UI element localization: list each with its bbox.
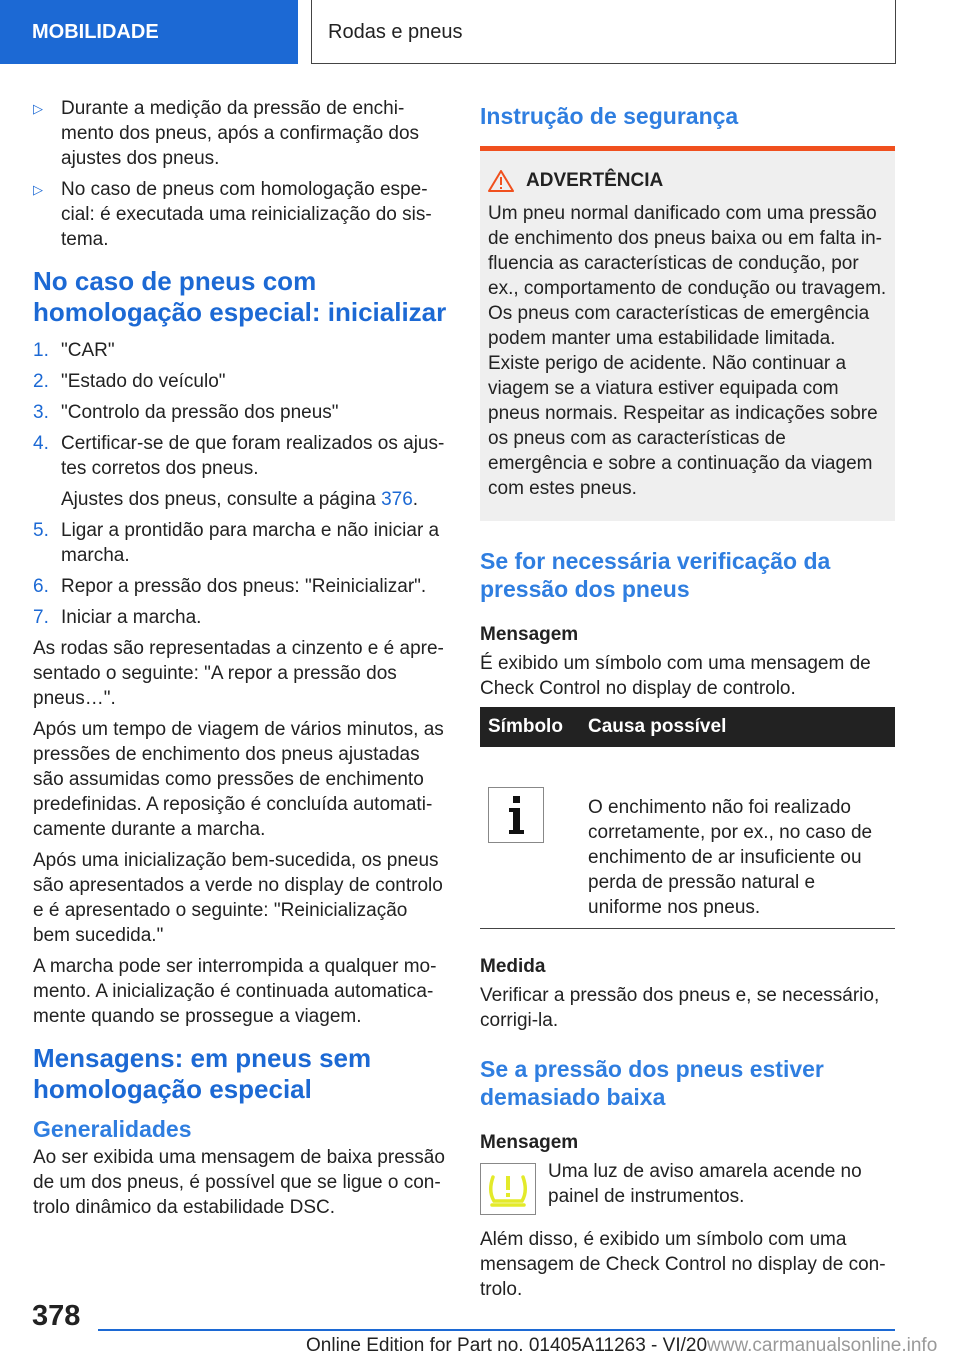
table-row xyxy=(480,747,895,929)
chapter-tab[interactable]: Rodas e pneus xyxy=(311,0,896,64)
paragraph: Ao ser exibida uma mensagem de baixa pressão de um dos pneus, é possível que se ligue o controlo dinâmico da estabilidade DSC. xyxy=(33,1147,445,1218)
footer-edition: Online Edition for Part no. 01405A11263 - VI/20www.carmanualsonline.info xyxy=(306,1335,938,1356)
info-icon xyxy=(488,787,544,843)
page-number: 378 xyxy=(32,1300,81,1332)
page-header xyxy=(0,0,960,66)
paragraph: Após uma inicialização bem-sucedida, os pneus são apresentados a verde no display de controlo e é apresentado o seguinte: "Reinicialização bem sucedida." xyxy=(33,850,443,946)
page-link[interactable]: 376 xyxy=(381,489,413,510)
right-column xyxy=(480,96,895,1308)
table-header-cause: Causa possível xyxy=(580,707,895,747)
warning-triangle-icon xyxy=(488,170,514,192)
heading-special-init: No caso de pneus com homologação especial: inicializar xyxy=(33,266,447,327)
heading-safety: Instrução de segurança xyxy=(480,103,739,129)
step-item: 3. "Controlo da pressão dos pneus" xyxy=(33,402,339,423)
paragraph: As rodas são representadas a cinzento e é apresentado o seguinte: "A repor a pressão dos pneus…". xyxy=(33,638,444,709)
heading-general: Generalidades xyxy=(33,1116,192,1142)
watermark: www.carmanualsonline.info xyxy=(707,1335,938,1356)
table-header-symbol: Símbolo xyxy=(480,707,580,747)
paragraph: Uma luz de aviso amarela acende no painel de instrumentos. xyxy=(548,1161,862,1207)
paragraph: Após um tempo de viagem de vários minutos, as pressões de enchimento dos pneus ajustadas são assumidas como pressões de enchimento predefinidas. A reposição é concluída automaticamente durante a marcha. xyxy=(33,719,444,840)
paragraph: É exibido um símbolo com uma mensagem de Check Control no display de controlo. xyxy=(480,653,871,699)
step-item: 7. Iniciar a marcha. xyxy=(33,607,202,628)
triangle-bullet-icon: ▷ xyxy=(33,182,43,197)
footer-divider xyxy=(98,1329,895,1331)
tire-pressure-warning-icon xyxy=(480,1163,536,1215)
warning-text: Um pneu normal danificado com uma pressão de enchimento dos pneus baixa ou em falta influencia as características de condução, por ex., comportamento de condução ou travagem. Os pneus com características de emergência podem manter uma estabilidade limitada. Existe perigo de acidente. Não continuar a viagem se a viatura estiver equipada com pneus normais. Respeitar as indicações sobre os pneus com as características de emergência e sobre a continuação da viagem com estes pneus. xyxy=(488,203,887,499)
table-cell-cause: O enchimento não foi realizado corretamente, por ex., no caso de enchimento de ar insuficiente ou perda de pressão natural e uniforme nos pneus. xyxy=(580,747,895,929)
warning-box xyxy=(480,146,895,521)
message-row xyxy=(480,1159,895,1215)
paragraph: A marcha pode ser interrompida a qualquer momento. A inicialização é continuada automaticamente quando se prossegue a viagem. xyxy=(33,956,437,1027)
symbol-table xyxy=(480,707,895,929)
heading-low-pressure: Se a pressão dos pneus estiver demasiado baixa xyxy=(480,1056,824,1110)
step-item: 1. "CAR" xyxy=(33,340,115,361)
step-item: 5. Ligar a prontidão para marcha e não iniciar a marcha. xyxy=(33,520,440,566)
warning-title: ADVERTÊNCIA xyxy=(488,169,887,193)
heading-messages: Mensagens: em pneus sem homologação especial xyxy=(33,1043,372,1104)
heading-measure: Medida xyxy=(480,956,546,977)
paragraph: Além disso, é exibido um símbolo com uma mensagem de Check Control no display de controlo. xyxy=(480,1229,886,1300)
triangle-bullet-icon: ▷ xyxy=(33,101,43,116)
left-column xyxy=(33,96,448,1226)
section-tab[interactable]: MOBILIDADE xyxy=(0,0,298,64)
heading-check-needed: Se for necessária verificação da pressão dos pneus xyxy=(480,548,831,602)
paragraph: Verificar a pressão dos pneus e, se necessário, corrigi-la. xyxy=(480,985,880,1031)
bullet-item: ▷ Durante a medição da pressão de enchimento dos pneus, após a confirmação dos ajustes dos pneus. xyxy=(33,98,420,169)
bullet-item: ▷ No caso de pneus com homologação especial: é executada uma reinicialização do sistema. xyxy=(33,179,432,250)
step-item: 6. Repor a pressão dos pneus: "Reinicializar". xyxy=(33,576,427,597)
step-item: 4. Certificar-se de que foram realizados os ajustes corretos dos pneus. xyxy=(33,433,445,479)
step-reference: Ajustes dos pneus, consulte a página 376. xyxy=(61,489,419,510)
heading-message: Mensagem xyxy=(480,624,579,645)
step-item: 2. "Estado do veículo" xyxy=(33,371,226,392)
heading-message: Mensagem xyxy=(480,1132,579,1153)
